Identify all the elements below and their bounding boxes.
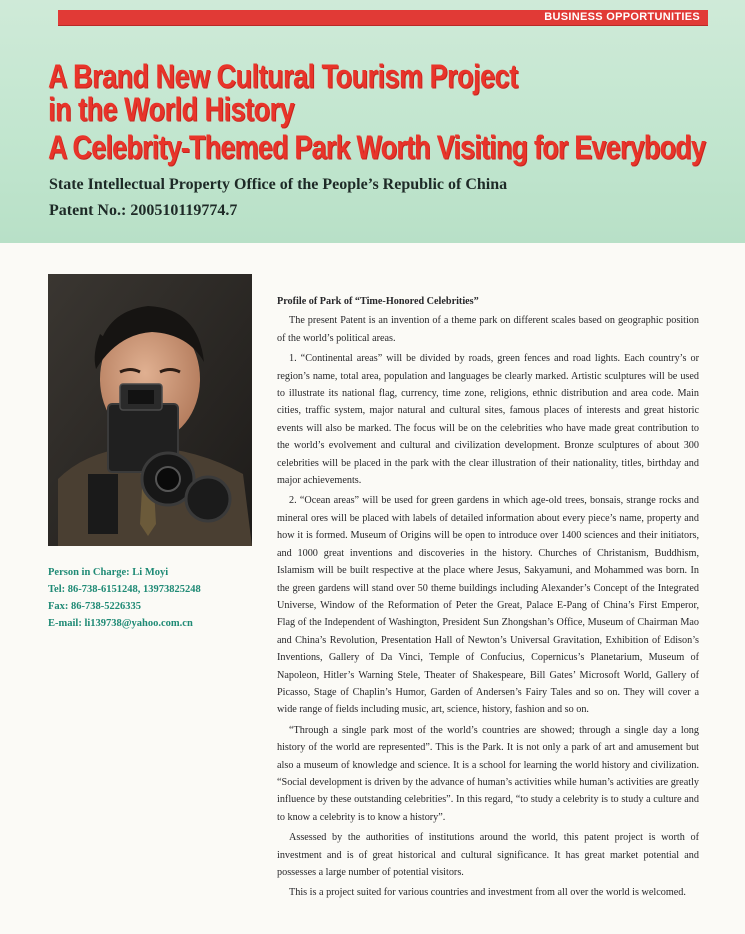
issuing-office: State Intellectual Property Office of the People’s Republic of China — [49, 176, 508, 193]
article-body — [277, 293, 699, 905]
contact-email: E-mail: li139738@yahoo.com.cn — [48, 618, 193, 629]
article-paragraph: “Through a single park most of the world’s countries are showed; through a single day a long history of the world are represented”. This is the Park. It is not only a park of art and amusement but also a museum of knowledge and science. It is a school for learning the world history and civilization. “Social development is driven by the advance of human’s activities while human’s activities are greatly influence by these outstanding celebrities”. In this regard, “to study a celebrity is to study a culture and to know a celebrity is to know a history”. — [277, 724, 699, 823]
contact-tel: Tel: 86-738-6151248, 13973825248 — [48, 584, 201, 595]
article-paragraph: The present Patent is an invention of a theme park on different scales based on geographic position of the world’s political areas. — [277, 315, 699, 344]
headline-line-2: in the World History — [48, 91, 295, 128]
contact-fax: Fax: 86-738-5226335 — [48, 601, 142, 612]
section-label: BUSINESS OPPORTUNITIES — [544, 11, 700, 23]
article-heading: Profile of Park of “Time-Honored Celebrities” — [277, 296, 479, 307]
headline-line-1: A Brand New Cultural Tourism Project — [48, 58, 518, 95]
article-paragraph: 2. “Ocean areas” will be used for green gardens in which age-old trees, bonsais, strange rocks and mineral ores will be placed with labels of detailed information about every piece’s name, property and how it is formed. Museum of Origins will be open to introduce over 1400 sciences and their initiators, and 1000 great inventions and discoveries in the history. Churches of Christanism, Buddhism, Islamism will be built respective at the place where Jesus, Sakyamuni, and Mohammed was born. In the green gardens will stand over 50 theme buildings including Alexander’s Concept of the Integrated Universe, Window of the Reformation of Peter the Great, Palace E-Pang of China’s First Emperor, Flag of the Independent of Washington, President Sun Zhongshan’s Office, Museum of Chairman Mao and China’s Revolution, Presentation Hall of Newton’s Universal Gravitation, Exhibition of Edison’s Inventions, Gallery of Da Vinci, Temple of Confucius, Copernicus’s Planetarium, Museum of Napoleon, Hitler’s Warning Stele, Theater of Shakespeare, Bill Gates’ Microsoft World, Gallery of Picasso, Stage of Chaplin’s Humor, Garden of Andersen’s Fairy Tales and so on. They will cover a wide range of fields including music, art, science, history, fashion and so on. — [277, 495, 699, 716]
article-paragraph: 1. “Continental areas” will be divided by roads, green fences and road lights. Each country’s or region’s name, total area, population and languages be clearly marked. Artistic sculptures will be used to illustrate its national flag, currency, time zone, religions, ethnic distribution and area code. Main cities, traffic system, major natural and cultural sites, famous places of interests and great historic events will also be marked. The focus will be on the celebrities who have made great contribution to the world’s evolvement and cultural and civilization development. Bronze sculptures of about 300 celebrities will be placed in the park with the clear illustration of their nationality, titles, birthday and major achievements. — [277, 353, 699, 487]
article-paragraph: Assessed by the authorities of institutions around the world, this patent project is worth of investment and is of great historical and cultural significance. It has great market potential and possesses a large number of potential visitors. — [277, 832, 699, 878]
headline-line-3: A Celebrity-Themed Park Worth Visiting for Everybody — [48, 129, 706, 166]
portrait-illustration — [48, 274, 252, 546]
contact-block — [48, 564, 253, 632]
section-bar — [58, 10, 708, 26]
contact-person: Person in Charge: Li Moyi — [48, 567, 169, 578]
article-paragraph: This is a project suited for various countries and investment from all over the world is welcomed. — [289, 887, 686, 899]
portrait-photo — [48, 274, 252, 546]
patent-number: Patent No.: 200510119774.7 — [49, 202, 238, 219]
header-band — [0, 0, 745, 243]
